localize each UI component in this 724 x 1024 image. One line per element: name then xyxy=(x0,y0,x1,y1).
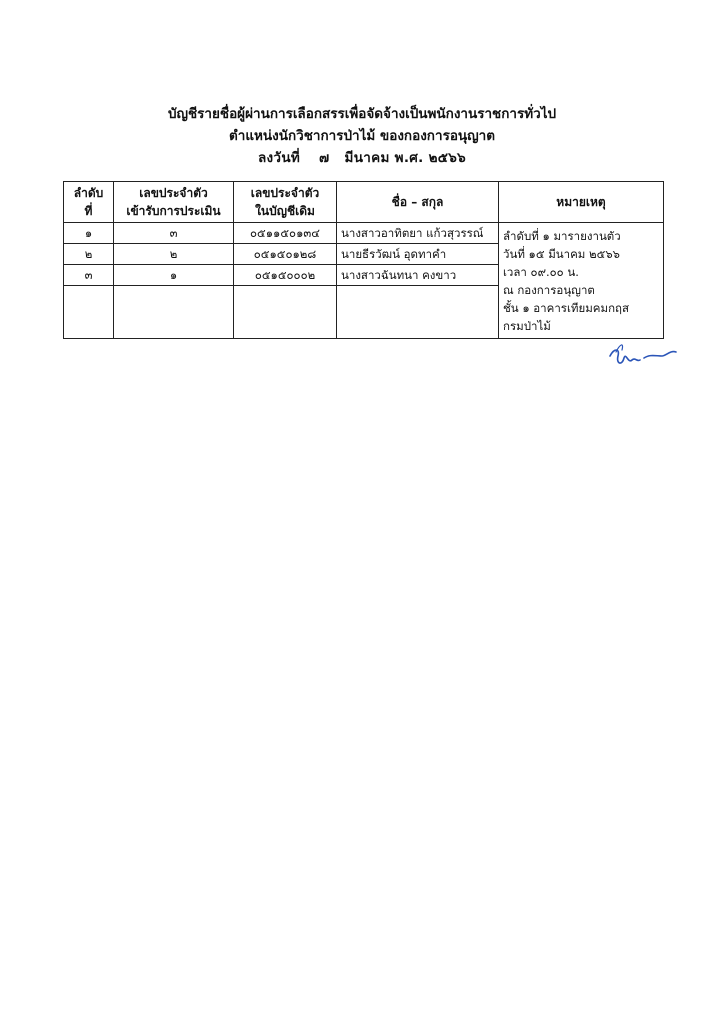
remark-line: ลำดับที่ ๑ มารายงานตัว xyxy=(503,228,621,243)
cell-empty xyxy=(64,286,114,339)
heading-date-line xyxy=(0,147,724,169)
handwritten-signature xyxy=(604,334,684,374)
header-order: ลำดับ ที่ xyxy=(64,182,114,223)
cell-empty xyxy=(337,286,499,339)
cell-order: ๒ xyxy=(64,244,114,265)
date-day: ๗ xyxy=(319,150,330,166)
cell-name: นายธีรวัฒน์ อุดทาคำ xyxy=(337,244,499,265)
cell-name: นางสาวฉันทนา คงขาว xyxy=(337,265,499,286)
cell-name: นางสาวอาทิตยา แก้วสุวรรณ์ xyxy=(337,223,499,244)
candidate-table xyxy=(63,181,664,339)
cell-exam-id: ๒ xyxy=(114,244,234,265)
cell-empty xyxy=(114,286,234,339)
table-header-row xyxy=(64,182,664,223)
date-month-year: มีนาคม พ.ศ. ๒๕๖๖ xyxy=(344,150,467,166)
heading-line-1: บัญชีรายชื่อผู้ผ่านการเลือกสรรเพื่อจัดจ้างเป็นพนักงานราชการทั่วไป xyxy=(167,106,557,122)
header-remark: หมายเหตุ xyxy=(499,182,664,223)
header-old-id: เลขประจำตัว ในบัญชีเดิม xyxy=(234,182,337,223)
cell-old-id: ๐๕๑๕๐๐๐๒ xyxy=(234,265,337,286)
cell-order: ๑ xyxy=(64,223,114,244)
remark-line: กรมป่าไม้ xyxy=(503,318,551,333)
table-row xyxy=(64,223,664,244)
date-prefix: ลงวันที่ xyxy=(257,150,301,166)
cell-remark xyxy=(499,223,664,339)
cell-order: ๓ xyxy=(64,265,114,286)
cell-exam-id: ๑ xyxy=(114,265,234,286)
cell-old-id: ๐๕๑๕๐๑๒๘ xyxy=(234,244,337,265)
cell-empty xyxy=(234,286,337,339)
remark-line: วันที่ ๑๕ มีนาคม ๒๕๖๖ xyxy=(503,246,620,261)
header-exam-id: เลขประจำตัว เข้ารับการประเมิน xyxy=(114,182,234,223)
remark-line: ชั้น ๑ อาคารเทียมคมกฤส xyxy=(503,300,630,315)
cell-old-id: ๐๕๑๑๕๐๑๓๔ xyxy=(234,223,337,244)
remark-line: เวลา ๐๙.๐๐ น. xyxy=(503,264,579,279)
cell-exam-id: ๓ xyxy=(114,223,234,244)
heading-line-2: ตำแหน่งนักวิชาการป่าไม้ ของกองการอนุญาต xyxy=(228,128,496,144)
document-heading xyxy=(0,103,724,169)
remark-line: ณ กองการอนุญาต xyxy=(503,282,595,297)
header-name: ชื่อ – สกุล xyxy=(337,182,499,223)
